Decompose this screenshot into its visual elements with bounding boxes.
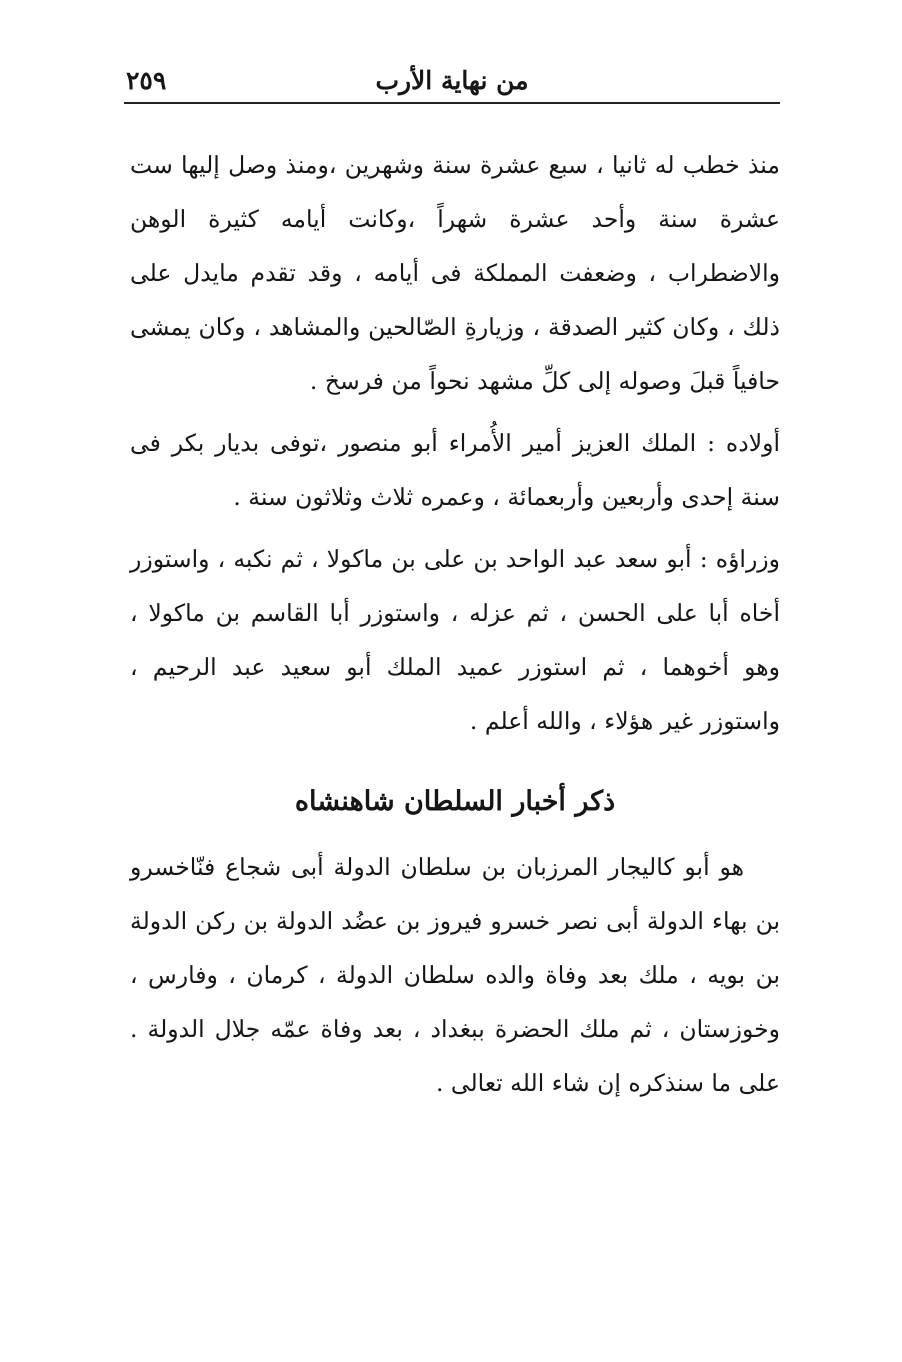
main-text [130,138,780,748]
paragraph-text: منذ خطب له ثانيا ، سبع عشرة سنة وشهرين ،ومنذ وصل إليها ست عشرة سنة وأحد عشرة شهراً ،وكانت أيامه كثيرة الوهن والاضطراب ، وضعفت المملكة فى أيامه ، وقد تقدم مايدل على ذلك ، وكان كثير الصدقة ، وزيارةِ الصّالحين والمشاهد ، وكان يمشى حافياً قبلَ وصوله إلى كلِّ مشهد نحواً من فرسخ . [130,151,780,395]
paragraph-lead: أولاده : [707,429,780,457]
section-heading: ذكر أخبار السلطان شاهنشاه [294,786,616,817]
section-paragraph [130,840,780,1110]
page-number: ٢٥٩ [126,66,167,95]
header-rule [124,102,780,104]
paragraph-children [130,416,780,524]
running-title: من نهاية الأرب [375,66,529,95]
paragraph-viziers [130,532,780,748]
section-body [130,840,780,1110]
paragraph-lead: وزراؤه : [699,545,780,573]
paragraph-text: هو أبو كاليجار المرزبان بن سلطان الدولة أبى شجاع فنّاخسرو بن بهاء الدولة أبى نصر خسرو فيروز بن عضُد الدولة بن ركن الدولة بن بويه ، ملك بعد وفاة والده سلطان الدولة ، كرمان ، وفارس ، وخوزستان ، ثم ملك الحضرة ببغداد ، بعد وفاة عمّه جلال الدولة . على ما سنذكره إن شاء الله تعالى . [130,853,780,1097]
paragraph-text: أبو سعد عبد الواحد بن على بن ماكولا ، ثم نكبه ، واستوزر أخاه أبا على الحسن ، ثم عزله ، واستوزر أبا القاسم بن ماكولا ، وهو أخوهما ، ثم استوزر عميد الملك أبو سعيد عبد الرحيم ، واستوزر غير هؤلاء ، والله أعلم . [130,545,780,735]
paragraph-reign-summary [130,138,780,408]
paragraph-text: الملك العزيز أمير الأُمراء أبو منصور ،توفى بديار بكر فى سنة إحدى وأربعين وأربعمائة ، وعمره ثلاث وثلاثون سنة . [130,429,780,511]
running-header [124,64,780,104]
